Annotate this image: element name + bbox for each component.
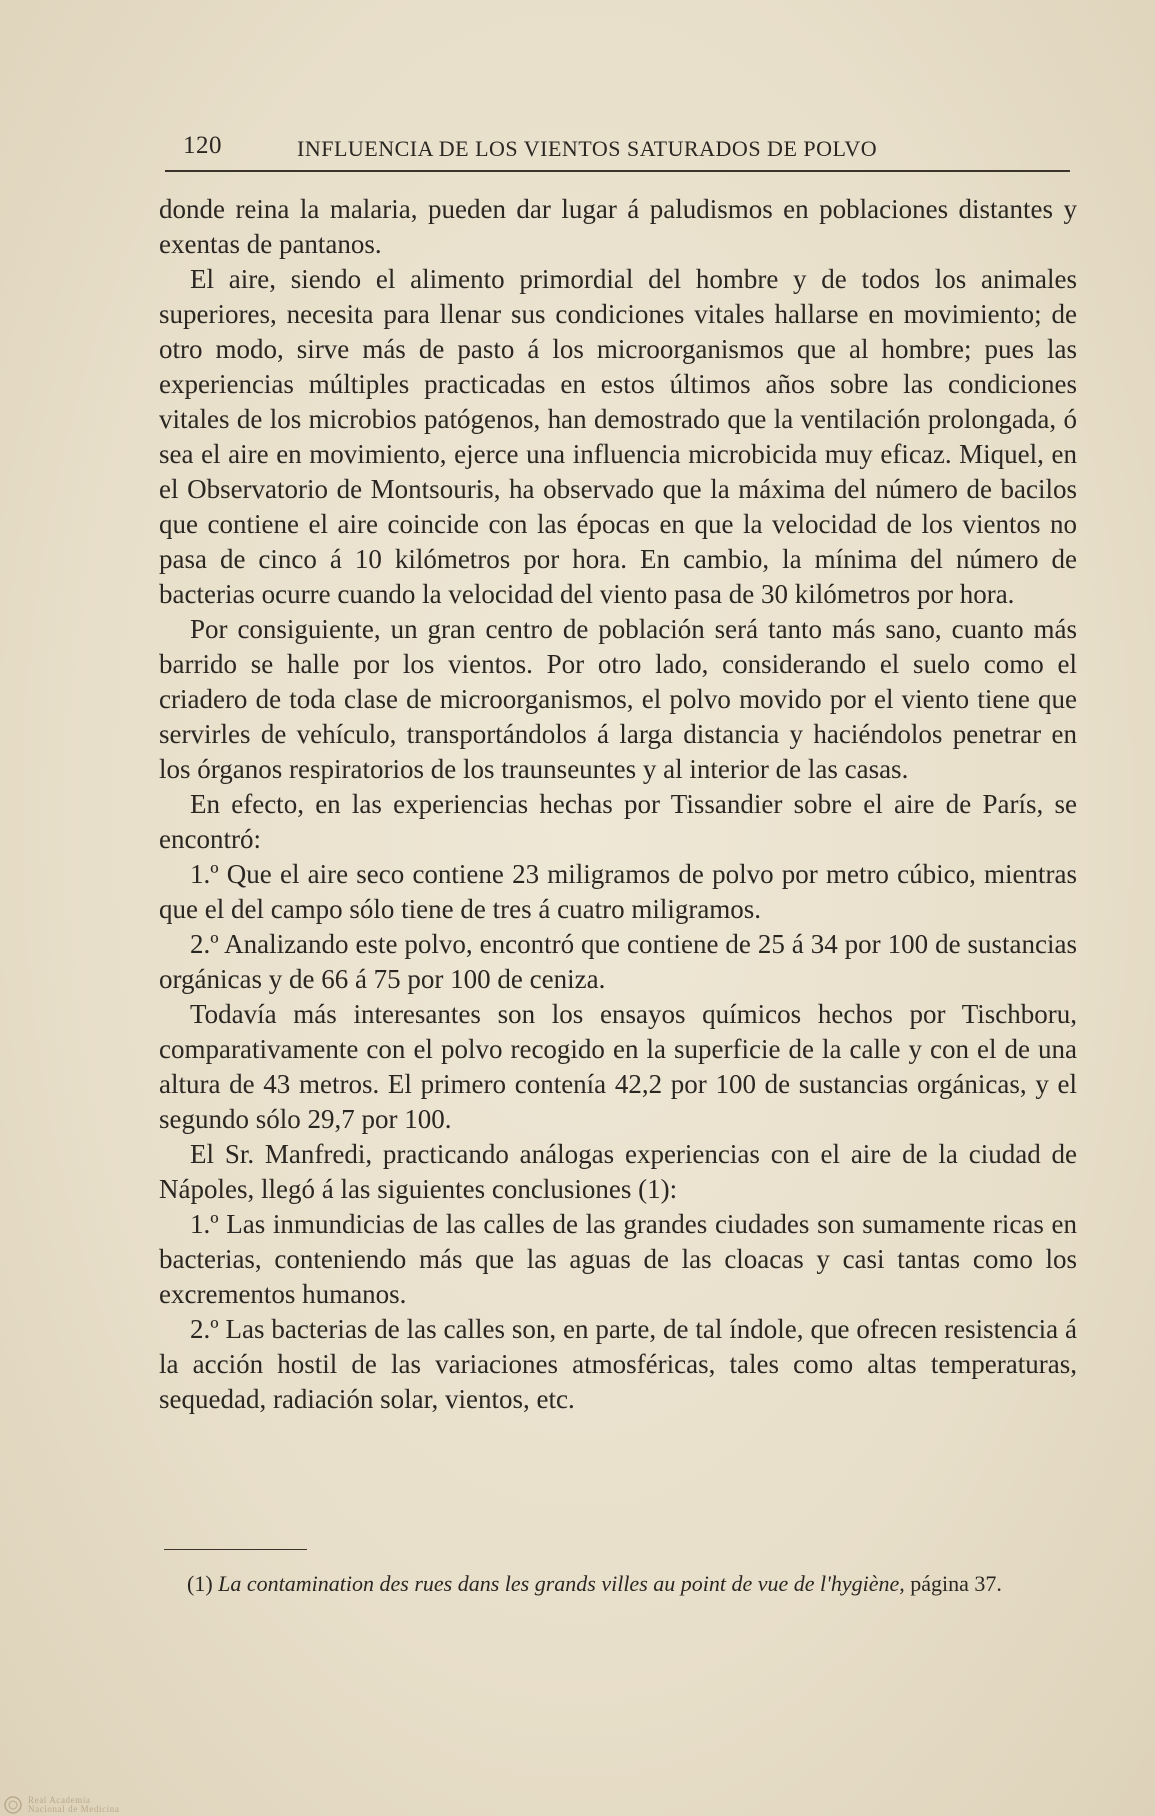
paragraph: En efecto, en las experiencias hechas por Tissandier sobre el aire de París, se encontró:: [159, 789, 1077, 854]
stamp-text: [28, 1796, 119, 1814]
footnote-work-title: La contamination des rues dans les grands villes au point de vue de l'hygiène,: [218, 1571, 905, 1596]
running-title: INFLUENCIA DE LOS VIENTOS SATURADOS DE POLVO: [297, 136, 878, 161]
paragraph: El aire, siendo el alimento primordial del hombre y de todos los animales superiores, necesita para llenar sus condiciones vitales hallarse en movimiento; de otro modo, sirve más de pasto á los microorganismos que al hombre; pues las experiencias múltiples practicadas en estos últimos años sobre las condiciones vitales de los microbios patógenos, han demostrado que la ventilación prolongada, ó sea el aire en movimiento, ejerce una influencia microbicida muy eficaz. Miquel, en el Observatorio de Montsouris, ha observado que la máxima del número de bacilos que contiene el aire coincide con las épocas en que la velocidad de los vientos no pasa de cinco á 10 kilómetros por hora. En cambio, la mínima del número de bacterias ocurre cuando la velocidad del viento pasa de 30 kilómetros por hora.: [159, 264, 1077, 609]
seal-icon: [4, 1796, 22, 1814]
body-text: [159, 192, 1077, 1417]
list-item-paragraph: 2.º Analizando este polvo, encontró que contiene de 25 á 34 por 100 de sustancias orgánicas y de 66 á 75 por 100 de ceniza.: [159, 929, 1077, 994]
paragraph: Por consiguiente, un gran centro de población será tanto más sano, cuanto más barrido se halle por los vientos. Por otro lado, considerando el suelo como el criadero de toda clase de microorganismos, el polvo movido por el viento tiene que servirles de vehículo, transportándolos á larga distancia y haciéndolos penetrar en los órganos respiratorios de los traunseuntes y al interior de las casas.: [159, 614, 1077, 784]
stamp-line-2: Nacional de Medicina: [28, 1804, 120, 1814]
list-item-paragraph: 2.º Las bacterias de las calles son, en parte, de tal índole, que ofrecen resistencia á la acción hostil de las variaciones atmosféricas, tales como altas temperaturas, sequedad, radiación solar, vientos, etc.: [159, 1314, 1077, 1414]
paragraph: Todavía más interesantes son los ensayos químicos hechos por Tischboru, comparativamente con el polvo recogido en la superficie de la calle y con el de una altura de 43 metros. El primero contenía 42,2 por 100 de sustancias orgánicas, y el segundo sólo 29,7 por 100.: [159, 999, 1077, 1134]
stamp-line-1: Real Academia: [28, 1795, 91, 1805]
page-number: 120: [183, 132, 222, 159]
footnote-page-ref: página 37.: [910, 1571, 1002, 1596]
library-stamp: [4, 1794, 119, 1816]
header-rule: [165, 170, 1070, 172]
page-header: [183, 132, 1073, 166]
footnote-rule: [164, 1549, 307, 1550]
footnote: [165, 1568, 1077, 1600]
list-item-paragraph: 1.º Las inmundicias de las calles de las grandes ciudades son sumamente ricas en bacterias, conteniendo más que las aguas de las cloacas y casi tantas como los excrementos humanos.: [159, 1209, 1077, 1309]
paragraph: El Sr. Manfredi, practicando análogas experiencias con el aire de la ciudad de Nápoles, llegó á las siguientes conclusiones (1):: [159, 1139, 1077, 1204]
paragraph: donde reina la malaria, pueden dar lugar á paludismos en poblaciones distantes y exentas de pantanos.: [159, 194, 1077, 259]
list-item-paragraph: 1.º Que el aire seco contiene 23 miligramos de polvo por metro cúbico, mientras que el del campo sólo tiene de tres á cuatro miligramos.: [159, 859, 1077, 924]
footnote-marker: (1): [187, 1571, 213, 1596]
